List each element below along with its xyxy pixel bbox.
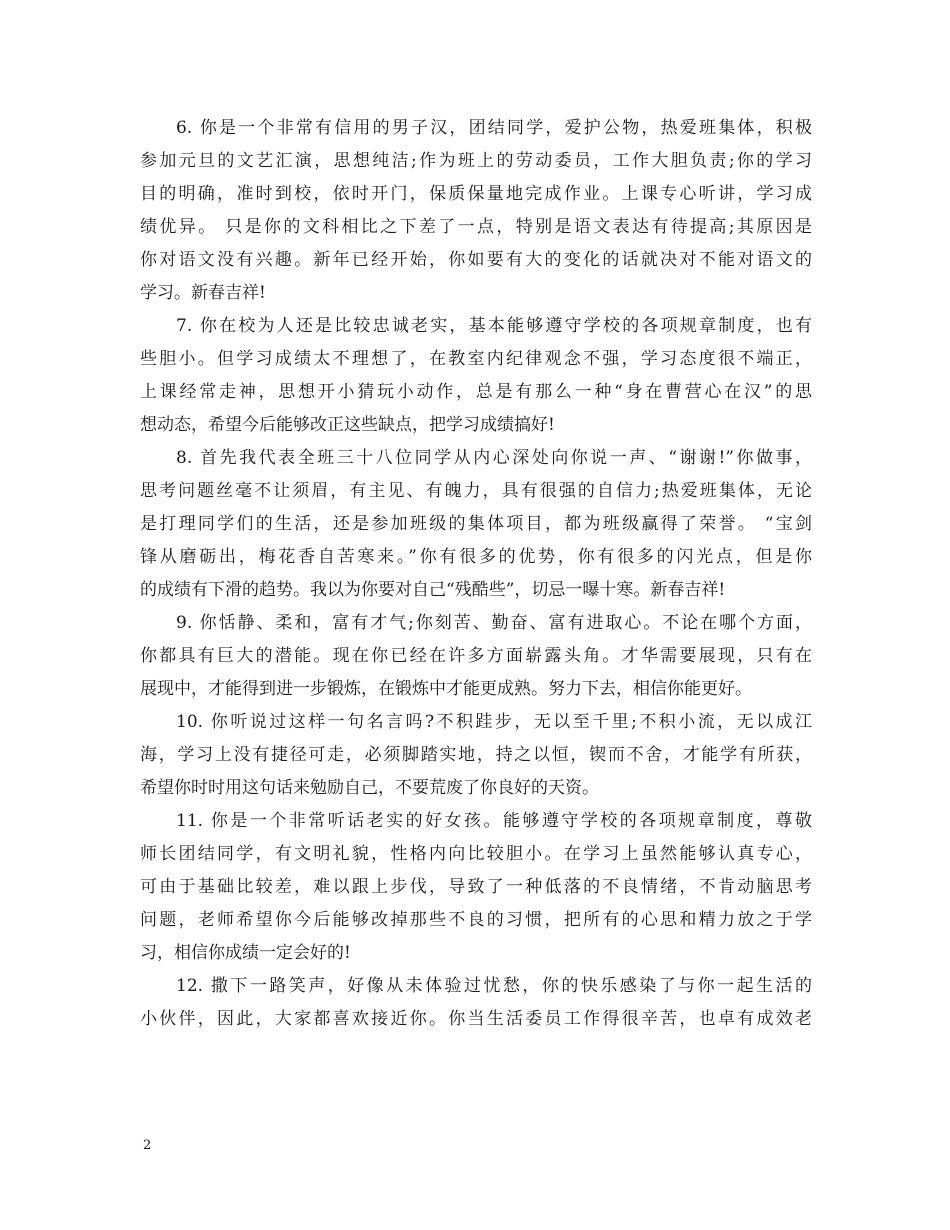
- paragraph-line: 你对语文没有兴趣。新年已经开始，你如要有大的变化的话就决对不能对语文的: [140, 250, 812, 270]
- paragraph-line: 绩优异。 只是你的文科相比之下差了一点，特别是语文表达有待提高;其原因是: [140, 217, 812, 237]
- comment-paragraph-7: [140, 310, 812, 442]
- paragraph-line: 展现中，才能得到进一步锻炼，在锻炼中才能更成熟。努力下去，相信你能更好。: [140, 679, 752, 699]
- comment-paragraph-12: [140, 970, 812, 1036]
- paragraph-line: 问题，老师希望你今后能够改掉那些不良的习惯，把所有的心思和精力放之于学: [140, 910, 812, 930]
- paragraph-line: 8. 首先我代表全班三十八位同学从内心深处向你说一声、“谢谢!”你做事，: [176, 448, 812, 468]
- document-body: [140, 112, 812, 1036]
- comment-paragraph-8: [140, 442, 812, 607]
- paragraph-line: 6. 你是一个非常有信用的男子汉，团结同学，爱护公物，热爱班集体，积极: [176, 118, 812, 138]
- paragraph-line: 7. 你在校为人还是比较忠诚老实，基本能够遵守学校的各项规章制度，也有: [176, 316, 812, 336]
- paragraph-line: 想动态，希望今后能够改正这些缺点，把学习成绩搞好!: [140, 415, 555, 435]
- paragraph-line: 11. 你是一个非常听话老实的好女孩。能够遵守学校的各项规章制度，尊敬: [176, 811, 812, 831]
- paragraph-line: 参加元旦的文艺汇演，思想纯洁;作为班上的劳动委员，工作大胆负责;你的学习: [140, 151, 812, 171]
- paragraph-line: 的成绩有下滑的趋势。我以为你要对自己“残酷些”，切忌一曝十寒。新春吉祥!: [140, 580, 726, 600]
- paragraph-line: 海，学习上没有捷径可走，必须脚踏实地，持之以恒，锲而不舍，才能学有所获，: [140, 745, 812, 765]
- paragraph-line: 你都具有巨大的潜能。现在你已经在许多方面崭露头角。才华需要展现，只有在: [140, 646, 812, 666]
- paragraph-line: 些胆小。但学习成绩太不理想了，在教室内纪律观念不强，学习态度很不端正，: [140, 349, 812, 369]
- paragraph-line: 12. 撒下一路笑声，好像从未体验过忧愁，你的快乐感染了与你一起生活的: [176, 976, 812, 996]
- paragraph-line: 上课经常走神，思想开小猜玩小动作，总是有那么一种“身在曹营心在汉”的思: [140, 382, 812, 402]
- page-number: 2: [143, 1138, 152, 1153]
- comment-paragraph-11: [140, 805, 812, 970]
- paragraph-line: 10. 你听说过这样一句名言吗?不积跬步，无以至千里;不积小流，无以成江: [176, 712, 812, 732]
- paragraph-line: 习，相信你成绩一定会好的!: [140, 943, 351, 963]
- paragraph-line: 学习。新春吉祥!: [140, 283, 266, 303]
- comment-paragraph-6: [140, 112, 812, 310]
- paragraph-line: 锋从磨砺出，梅花香自苦寒来。”你有很多的优势，你有很多的闪光点，但是你: [140, 547, 812, 567]
- paragraph-line: 可由于基础比较差，难以跟上步伐，导致了一种低落的不良情绪，不肯动脑思考: [140, 877, 812, 897]
- paragraph-line: 小伙伴，因此，大家都喜欢接近你。你当生活委员工作得很辛苦，也卓有成效老: [140, 1009, 812, 1029]
- paragraph-line: 师长团结同学，有文明礼貌，性格内向比较胆小。在学习上虽然能够认真专心，: [140, 844, 812, 864]
- paragraph-line: 目的明确，准时到校，依时开门，保质保量地完成作业。上课专心听讲，学习成: [140, 184, 812, 204]
- paragraph-line: 是打理同学们的生活，还是参加班级的集体项目，都为班级赢得了荣誉。 “宝剑: [140, 514, 812, 534]
- paragraph-line: 希望你时时用这句话来勉励自己，不要荒废了你良好的天资。: [140, 778, 599, 798]
- comment-paragraph-9: [140, 607, 812, 706]
- paragraph-line: 思考问题丝毫不让须眉，有主见、有魄力，具有很强的自信力;热爱班集体，无论: [140, 481, 812, 501]
- comment-paragraph-10: [140, 706, 812, 805]
- paragraph-line: 9. 你恬静、柔和，富有才气;你刻苦、勤奋、富有进取心。不论在哪个方面，: [176, 613, 812, 633]
